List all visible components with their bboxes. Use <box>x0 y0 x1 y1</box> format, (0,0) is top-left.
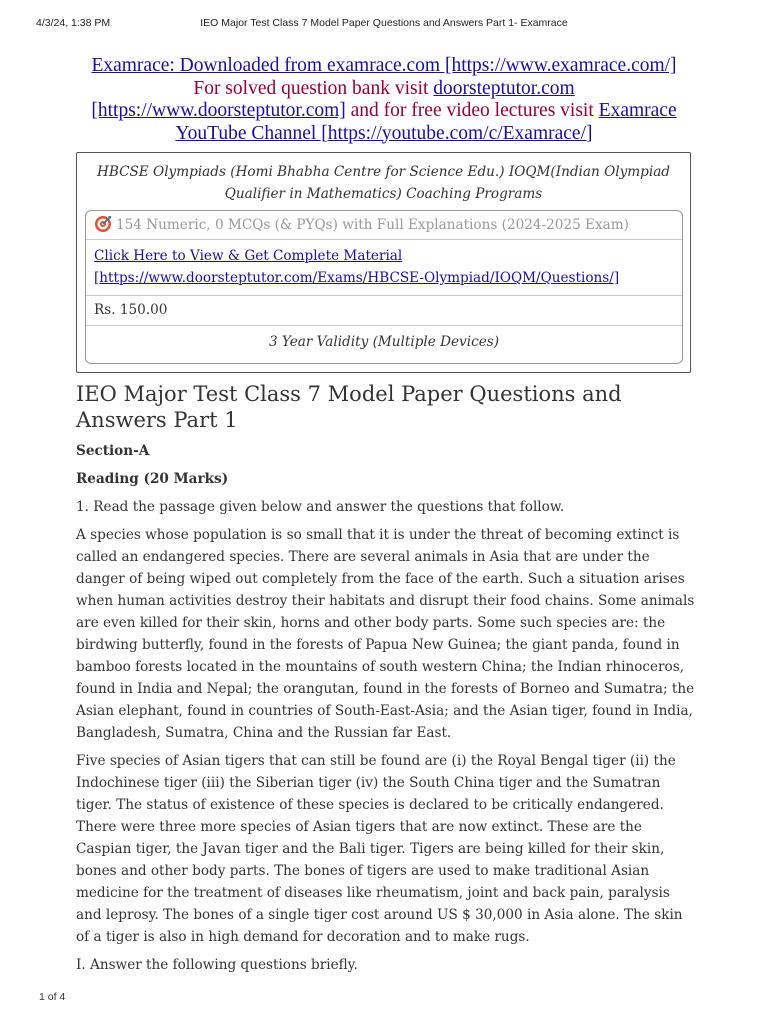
passage-paragraph-2: Five species of Asian tigers that can still be found are (i) the Royal Bengal tiger (ii) the Indochinese tiger (iii) the Siberian tiger (iv) the South China tiger and the Sumatran tiger. The status of existence of these species is declared to be critically endangered. There were three more species of Asian tigers that are now extinct. These are the Caspian tiger, the Javan tiger and the Bali tiger. Tigers are being killed for their skin, bones and other body parts. The bones of tigers are used to make traditional Asian medicine for the treatment of diseases like rheumatism, joint and back pain, paralysis and leprosy. The bones of a single tiger cost around US $ 30,000 in Asia alone. The skin of a tiger is also in high demand for decoration and to make rugs. <box>76 753 683 945</box>
view-material-link[interactable]: Click Here to View & Get Complete Material <box>94 248 403 264</box>
print-date: 4/3/24, 1:38 PM <box>36 17 111 29</box>
article-body <box>76 440 696 982</box>
material-link-block <box>94 245 674 289</box>
doorsteptutor-url-link[interactable]: [https://www.doorsteptutor.com] <box>91 100 346 121</box>
video-text: and for free video lectures visit <box>345 100 599 121</box>
source-banner <box>76 55 692 145</box>
instruction-text: 1. Read the passage given below and answer the questions that follow. <box>76 499 565 515</box>
section-heading: Section-A <box>76 443 150 459</box>
divider <box>86 239 682 240</box>
question-intro: I. Answer the following questions briefly. <box>76 957 358 973</box>
print-header <box>0 17 768 31</box>
validity-text: 3 Year Validity (Multiple Devices) <box>268 334 500 350</box>
passage-paragraph-1: A species whose population is so small that it is under the threat of becoming extinct is called an endangered species. There are several animals in Asia that are under the danger of being wiped out completely from the face of the earth. Such a situation arises when human activities destroy their habitats and disrupt their food chains. Some animals are even killed for their skin, horns and other body parts. Some such species are: the birdwing butterfly, found in the forests of Papua New Guinea; the giant panda, found in bamboo forests located in the mountains of south western China; the Indian rhinoceros, found in India and Nepal; the orangutan, found in the forests of Borneo and Sumatra; the Asian elephant, found in countries of South-East-Asia; and the Asian tiger, found in India, Bangladesh, Sumatra, China and the Russian far East. <box>76 527 695 741</box>
page-title: IEO Major Test Class 7 Model Paper Questions and Answers Part 1 <box>76 382 622 432</box>
divider <box>86 325 682 326</box>
promo-box <box>76 152 691 373</box>
examrace-link[interactable]: Examrace: Downloaded from examrace.com [https://www.examrace.com/] <box>91 55 677 76</box>
subsection-heading: Reading (20 Marks) <box>76 471 229 487</box>
promo-title: HBCSE Olympiads (Homi Bhabha Centre for Science Edu.) IOQM(Indian Olympiad Qualifier in Mathematics) Coaching Programs <box>97 164 670 202</box>
product-item-text: 154 Numeric, 0 MCQs (& PYQs) with Full Explanations (2024-2025 Exam) <box>116 217 629 233</box>
print-title: IEO Major Test Class 7 Model Paper Questions and Answers Part 1- Examrace <box>200 17 568 29</box>
target-icon <box>94 215 112 233</box>
divider <box>86 295 682 296</box>
solved-text: For solved question bank visit <box>193 77 434 99</box>
product-item <box>94 213 674 237</box>
price: Rs. 150.00 <box>94 302 168 318</box>
product-card <box>85 210 683 364</box>
page-number: 1 of 4 <box>39 991 66 1003</box>
youtube-link[interactable]: Examrace YouTube Channel [https://youtube.com/c/Examrace/] <box>175 100 677 144</box>
doorsteptutor-link[interactable]: doorsteptutor.com <box>433 77 575 99</box>
material-url-link[interactable]: [https://www.doorsteptutor.com/Exams/HBCSE-Olympiad/IOQM/Questions/] <box>94 270 620 286</box>
